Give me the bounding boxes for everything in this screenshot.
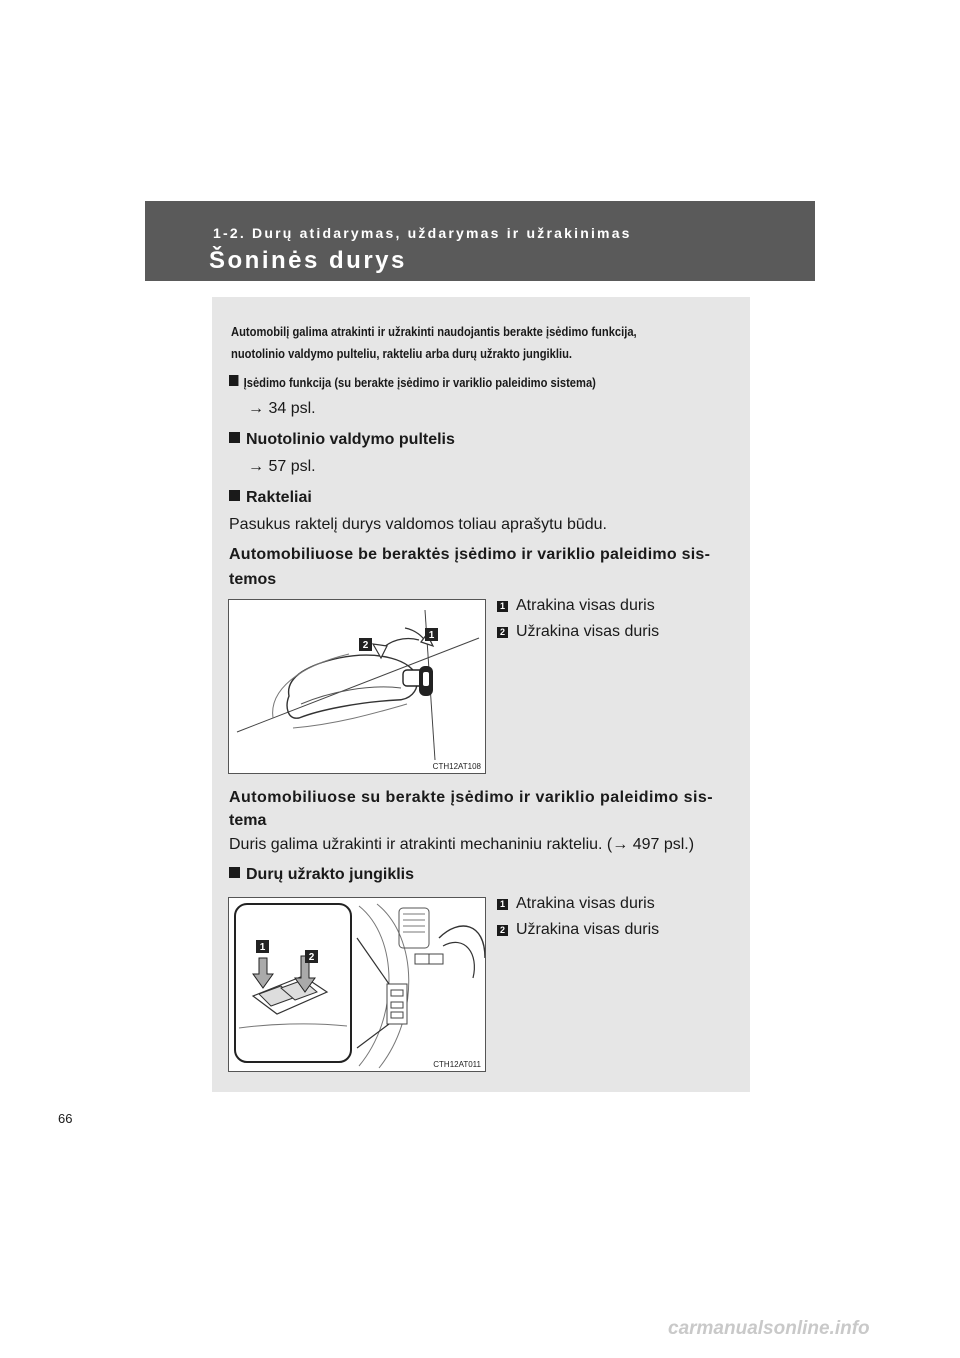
fig2-item-2-text: Užrakina visas duris [516,921,660,938]
square-bullet-icon [229,432,240,443]
intro-line-2: nuotolinio valdymo pulteliu, rakteliu arba durų užrakto jungikliu. [231,346,573,361]
callout-1-icon: 1 [497,899,508,910]
keys-heading [229,489,312,507]
remote-heading-text: Nuotolinio valdymo pultelis [246,431,455,448]
callout-2-icon: 2 [497,627,508,638]
keys-text: Pasukus raktelį durys valdomos toliau aprašytu būdu. [229,516,607,533]
keys-sub2-line-1: Automobiliuose su berakte įsėdimo ir variklio paleidimo sis- [229,789,714,806]
entry-heading-text: Įsėdimo funkcija (su berakte įsėdimo ir variklio paleidimo sistema) [243,375,596,390]
section-title: 1-2. Durų atidarymas, uždarymas ir užrakinimas [213,225,632,241]
switch-heading [229,866,414,884]
remote-heading [229,431,455,449]
page-title: Šoninės durys [209,247,407,274]
keys-sub1-line-2: temos [229,571,277,588]
entry-heading [229,375,596,390]
door-lock-key-illustration [228,599,486,774]
switch-heading-text: Durų užrakto jungiklis [246,866,415,883]
fig2-item-1-text: Atrakina visas duris [516,895,655,912]
square-bullet-icon [229,867,240,878]
door-handle-key-drawing [229,600,485,773]
fig1-item-2 [497,623,659,641]
content-panel [212,297,750,1092]
page-number: 66 [58,1111,73,1126]
figure-callout-2: 2 [362,640,369,651]
chapter-header [145,201,815,281]
figure-code: CTH12AT011 [433,1060,481,1069]
callout-1-icon: 1 [497,601,508,612]
callout-2-icon: 2 [497,925,508,936]
door-lock-switch-illustration [228,897,486,1072]
watermark: carmanualsonline.info [668,1318,870,1339]
figure-code: CTH12AT108 [432,762,481,771]
fig1-item-1-text: Atrakina visas duris [516,597,655,614]
keys-heading-text: Rakteliai [246,489,312,506]
figure-callout-2: 2 [308,952,315,963]
figure-callout-1: 1 [428,630,435,641]
fig1-item-1 [497,597,655,615]
fig1-item-2-text: Užrakina visas duris [516,623,660,640]
fig2-item-2 [497,921,659,939]
keys-sub2-line-2: tema [229,812,267,829]
square-bullet-icon [229,375,238,386]
intro-line-1: Automobilį galima atrakinti ir užrakinti naudojantis berakte įsėdimo funkcija, [231,324,637,339]
door-switch-drawing [229,898,485,1071]
keys-sub2-text: Duris galima užrakinti ir atrakinti mechaniniu rakteliu. (→ 497 psl.) [229,836,695,853]
figure-callout-1: 1 [259,942,266,953]
fig2-item-1 [497,895,655,913]
remote-page-ref: → 57 psl. [248,458,316,475]
square-bullet-icon [229,490,240,501]
entry-page-ref: → 34 psl. [248,400,316,417]
keys-sub1-line-1: Automobiliuose be beraktės įsėdimo ir variklio paleidimo sis- [229,546,711,563]
